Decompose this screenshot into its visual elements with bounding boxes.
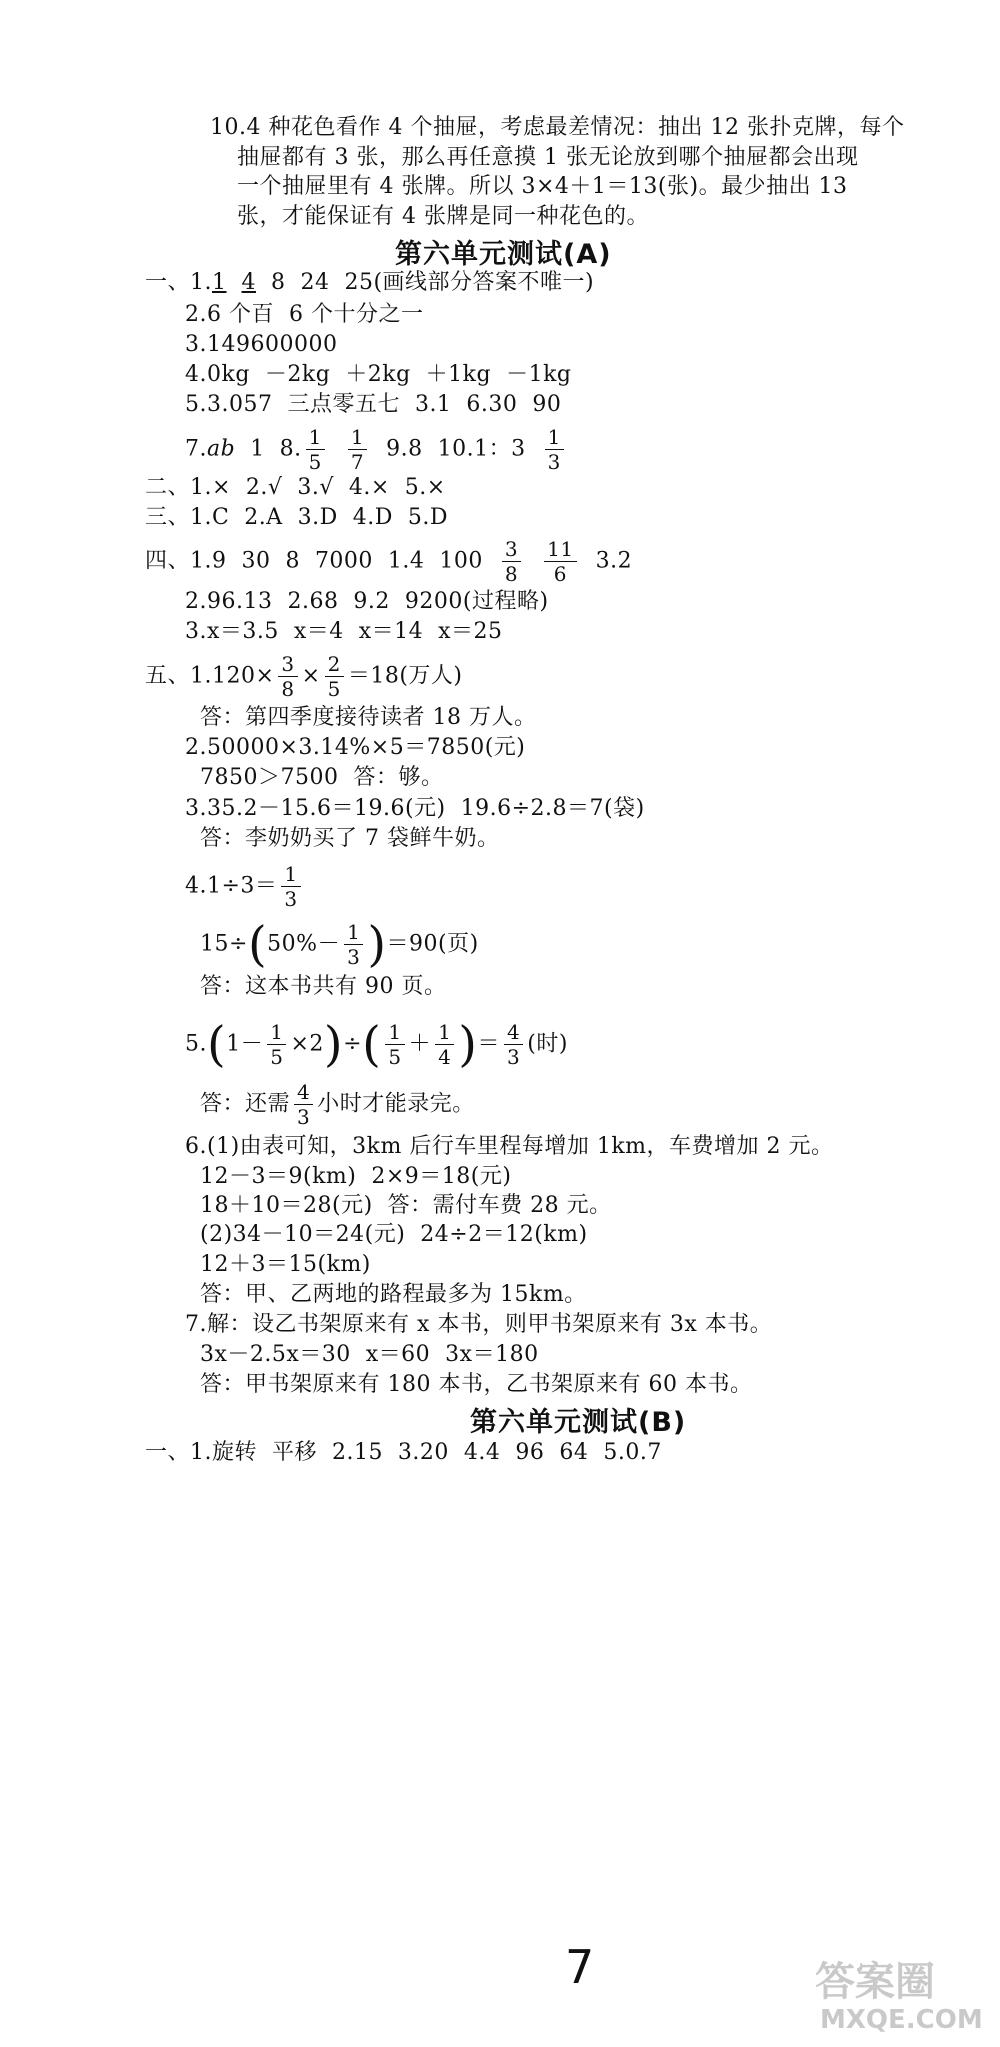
c-section: 三、1.C 2.A 3.D 4.D 5.D (145, 505, 449, 530)
e-item6-line1: 6.(1)由表可知，3km 后行车里程每增加 1km，车费增加 2 元。 (185, 1134, 834, 1159)
e-item6-line2: 12－3＝9(km) 2×9＝18(元) (200, 1164, 512, 1189)
d-item1: 四、1.9 30 8 7000 1.4 100 $\frac{3}{8}$ $\frac{11}{6}$ 3.2 (145, 537, 633, 586)
e-item6-line5: 12＋3＝15(km) (200, 1252, 371, 1277)
a-item2: 2.6 个百 6 个十分之一 (185, 302, 424, 327)
watermark-logo: 答案圈 (815, 1959, 935, 2005)
e-item5: 5.(1－ $\frac{1}{5}$ ×2)÷( $\frac{1}{5}$ ＋ $\frac{1}{4}$ )＝ $\frac{4}{3}$ (时) (185, 1016, 568, 1073)
e-item7-line3: 答：甲书架原来有 180 本书，乙书架原来有 60 本书。 (200, 1372, 753, 1397)
e-item1: 五、1.120× $\frac{3}{8}$ × $\frac{2}{5}$ ＝18(万人) (145, 652, 463, 701)
p10-line3: 一个抽屉里有 4 张牌。所以 3×4＋1＝13(张)。最少抽出 13 (237, 174, 848, 199)
e-item6-line4: (2)34－10＝24(元) 24÷2＝12(km) (200, 1222, 588, 1247)
p10-line4: 张，才能保证有 4 张牌是同一种花色的。 (237, 204, 649, 229)
e-item1-answer: 答：第四季度接待读者 18 万人。 (200, 705, 537, 730)
a-item7: 7.ab 1 8. $\frac{1}{5}$ $\frac{1}{7}$ 9.8 10.1：3 $\frac{1}{3}$ (185, 425, 568, 474)
d-item2: 2.96.13 2.68 9.2 9200(过程略) (185, 589, 549, 614)
section-title-a: 第六单元测试(A) (395, 239, 612, 270)
e-item4-answer: 答：这本书共有 90 页。 (200, 974, 447, 999)
b-section: 二、1.× 2.√ 3.√ 4.× 5.× (145, 475, 446, 500)
a-item3: 3.149600000 (185, 332, 338, 357)
watermark-url: MXQE.COM (820, 2005, 983, 2035)
section-title-b: 第六单元测试(B) (470, 1407, 687, 1438)
e-item6-line3: 18＋10＝28(元) 答：需付车费 28 元。 (200, 1193, 612, 1218)
b-test-item1: 一、1.旋转 平移 2.15 3.20 4.4 96 64 5.0.7 (145, 1440, 662, 1465)
d-item3: 3.x＝3.5 x＝4 x＝14 x＝25 (185, 619, 503, 644)
a-item1: 一、1.1 4 8 24 25(画线部分答案不唯一) (145, 270, 595, 295)
e-item3-answer: 答：李奶奶买了 7 袋鲜牛奶。 (200, 826, 500, 851)
e-item7-line2: 3x－2.5x＝30 x＝60 3x＝180 (200, 1342, 539, 1367)
p10-line2: 抽屉都有 3 张，那么再任意摸 1 张无论放到哪个抽屉都会出现 (237, 145, 859, 170)
p10-line1: 10.4 种花色看作 4 个抽屉，考虑最差情况：抽出 12 张扑克牌，每个 (210, 115, 905, 140)
e-item2: 2.50000×3.14%×5＝7850(元) (185, 735, 526, 760)
e-item5-answer: 答：还需 $\frac{4}{3}$ 小时才能录完。 (200, 1080, 475, 1129)
a-item4: 4.0kg －2kg ＋2kg ＋1kg －1kg (185, 362, 572, 387)
e-item4-calc: 15÷(50%－ $\frac{1}{3}$ )＝90(页) (200, 916, 479, 973)
e-item3: 3.35.2－15.6＝19.6(元) 19.6÷2.8＝7(袋) (185, 796, 645, 821)
a-item5: 5.3.057 三点零五七 3.1 6.30 90 (185, 392, 562, 417)
e-item2-answer: 7850＞7500 答：够。 (200, 765, 444, 790)
e-item4: 4.1÷3＝ $\frac{1}{3}$ (185, 862, 305, 911)
page-number: 7 (565, 1940, 595, 1994)
e-item7-line1: 7.解：设乙书架原来有 x 本书，则甲书架原来有 3x 本书。 (185, 1312, 773, 1337)
e-item6-line6: 答：甲、乙两地的路程最多为 15km。 (200, 1282, 587, 1307)
